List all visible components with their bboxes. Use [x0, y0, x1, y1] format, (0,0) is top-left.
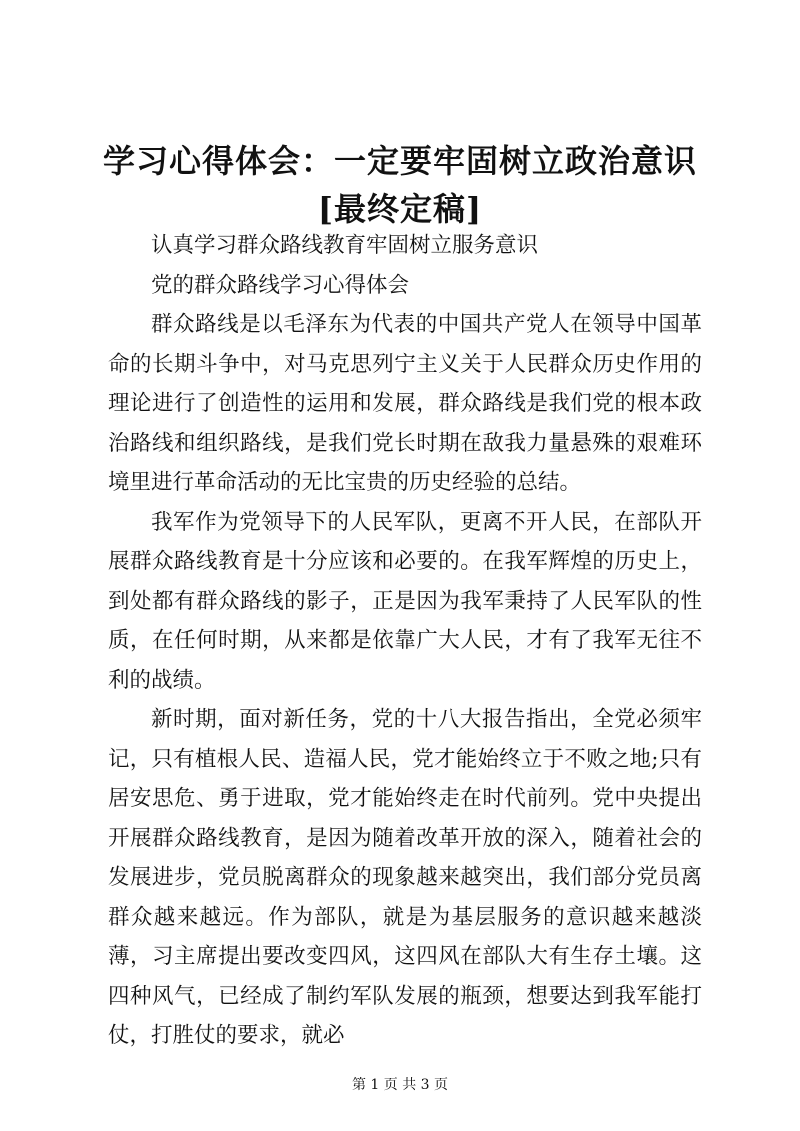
paragraph-subtitle-1: 认真学习群众路线教育牢固树立服务意识 — [151, 233, 539, 258]
paragraph: 新时期，面对新任务，党的十八大报告指出，全党必须牢记，只有植根人民、造福人民，党才能始终立于不败之地;只有居安思危、勇于进取，党才能始终走在时代前列。党中央提出开展群众路线教育，是因为随着改革开放的深入，随着社会的发展进步，党员脱离群众的现象越来越突出，我们部分党员离群众越来越远。作为部队，就是为基层服务的意识越来越淡薄，习主席提出要改变四风，这四风在部队大有生存土壤。这四种风气，已经成了制约军队发展的瓶颈，想要达到我军能打仗，打胜仗的要求，就必 — [108, 707, 702, 1048]
paragraph: 群众路线是以毛泽东为代表的中国共产党人在领导中国革命的长期斗争中，对马克思列宁主义关于人民群众历史作用的理论进行了创造性的运用和发展，群众路线是我们党的根本政治路线和组织路线，是我们党长时期在敌我力量悬殊的艰难环境里进行革命活动的无比宝贵的历史经验的总结。 — [108, 312, 702, 495]
document-body — [108, 226, 702, 1056]
paragraph-subtitle-2: 党的群众路线学习心得体会 — [151, 272, 410, 298]
page-footer: 第 1 页 共 3 页 — [351, 1077, 449, 1093]
paragraph: 我军作为党领导下的人民军队，更离不开人民，在部队开展群众路线教育是十分应该和必要的。在我军辉煌的历史上，到处都有群众路线的影子，正是因为我军秉持了人民军队的性质，在任何时期，从来都是依靠广大人民，才有了我军无往不利的战绩。 — [108, 509, 702, 693]
document-title: 学习心得体会：一定要牢固树立政治意识[最终定稿] — [102, 142, 697, 228]
